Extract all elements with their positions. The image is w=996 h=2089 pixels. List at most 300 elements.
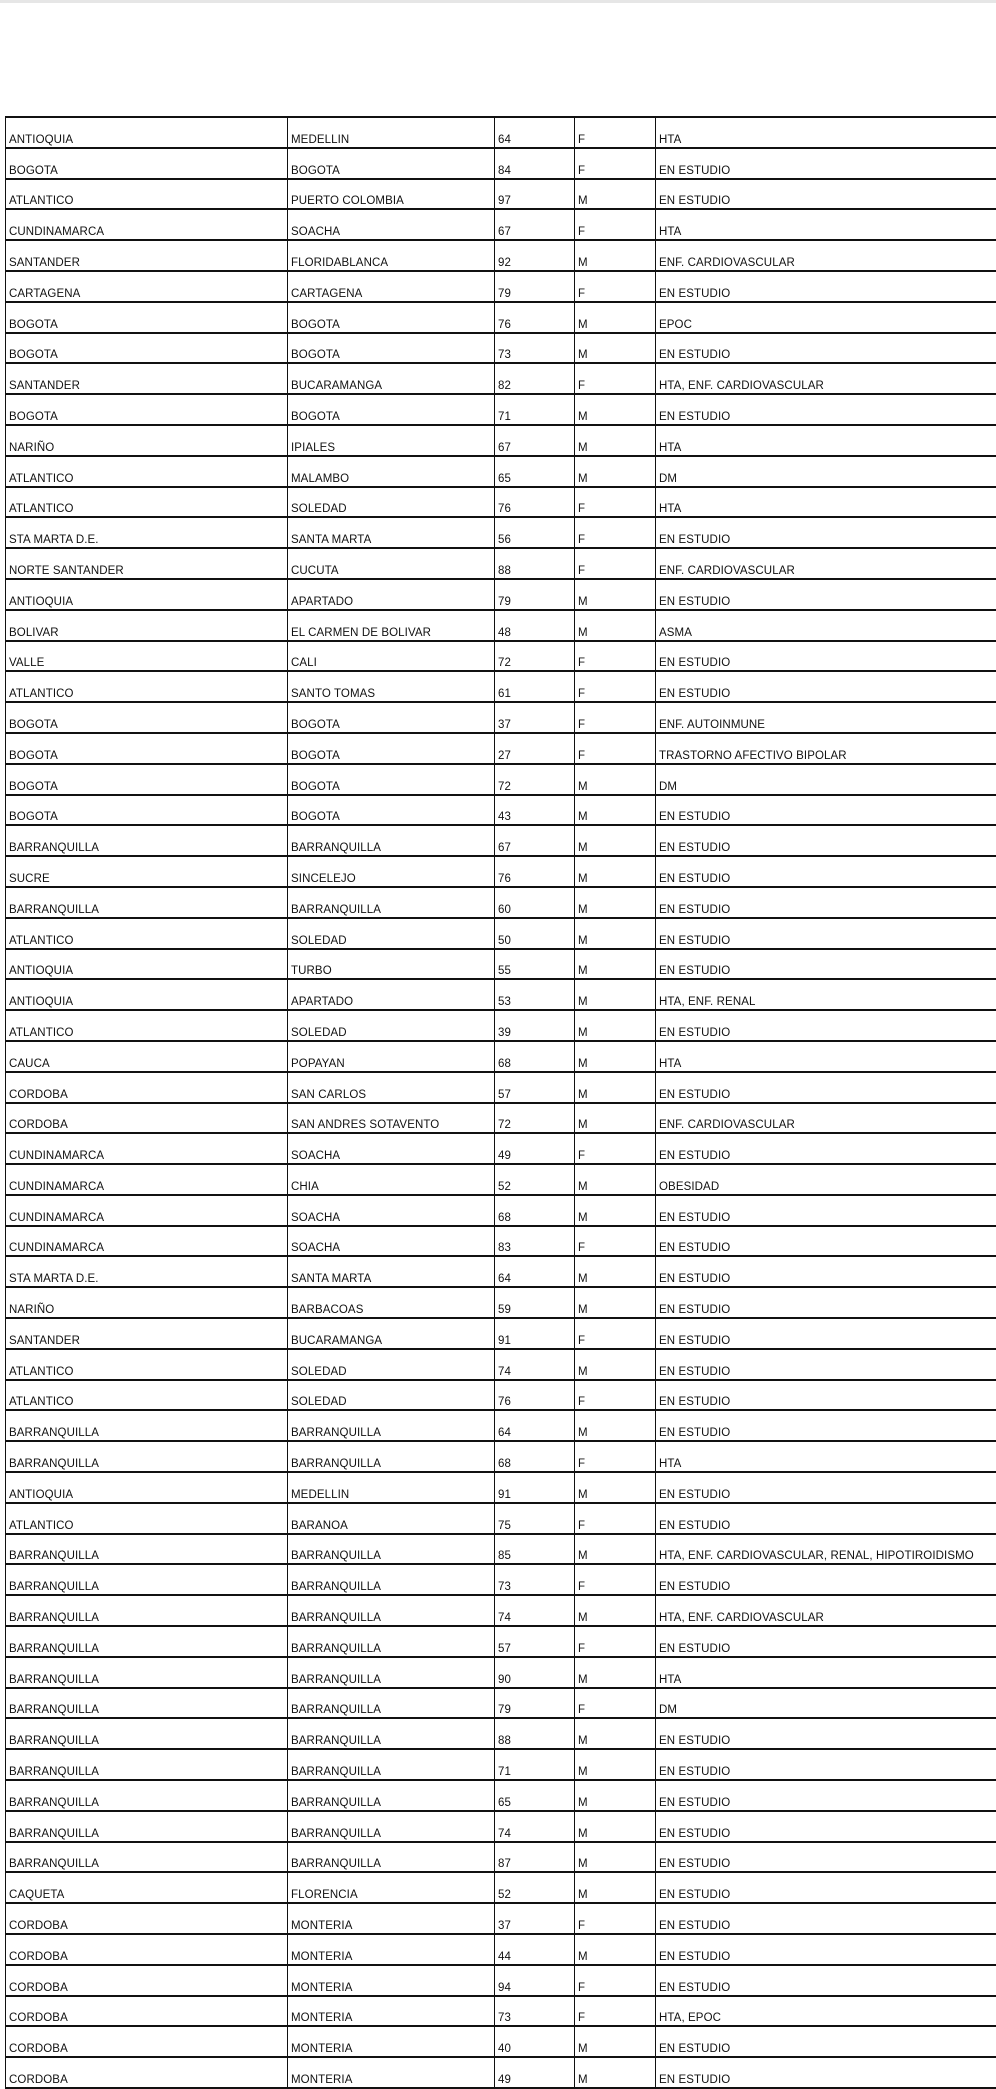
cell-municipio: BARRANQUILLA bbox=[288, 887, 495, 918]
table-row bbox=[6, 1103, 996, 1134]
cell-departamento: SANTANDER bbox=[6, 240, 288, 271]
table-row bbox=[6, 641, 996, 672]
cell-departamento: CORDOBA bbox=[6, 1996, 288, 2027]
cell-edad: 76 bbox=[495, 302, 575, 333]
table-row bbox=[6, 1564, 996, 1595]
cell-departamento: ANTIOQUIA bbox=[6, 117, 288, 148]
table-row bbox=[6, 456, 996, 487]
cell-sexo: M bbox=[575, 949, 656, 980]
cell-diagnostico: EN ESTUDIO bbox=[656, 1903, 996, 1934]
cell-sexo: F bbox=[575, 363, 656, 394]
cell-diagnostico: EN ESTUDIO bbox=[656, 179, 996, 210]
cell-sexo: M bbox=[575, 1595, 656, 1626]
cell-departamento: BOGOTA bbox=[6, 764, 288, 795]
cell-sexo: F bbox=[575, 1226, 656, 1257]
cell-municipio: BARRANQUILLA bbox=[288, 1626, 495, 1657]
cell-diagnostico: HTA, ENF. CARDIOVASCULAR bbox=[656, 363, 996, 394]
cell-sexo: M bbox=[575, 1811, 656, 1842]
cell-departamento: CUNDINAMARCA bbox=[6, 1133, 288, 1164]
cell-municipio: BARRANQUILLA bbox=[288, 825, 495, 856]
cell-diagnostico: HTA, ENF. CARDIOVASCULAR bbox=[656, 1595, 996, 1626]
cell-edad: 76 bbox=[495, 856, 575, 887]
cell-municipio: APARTADO bbox=[288, 579, 495, 610]
cell-municipio: BARRANQUILLA bbox=[288, 1780, 495, 1811]
cell-municipio: SAN CARLOS bbox=[288, 1072, 495, 1103]
cell-diagnostico: EN ESTUDIO bbox=[656, 1872, 996, 1903]
cell-diagnostico: EN ESTUDIO bbox=[656, 1718, 996, 1749]
cell-edad: 67 bbox=[495, 209, 575, 240]
cell-departamento: STA MARTA D.E. bbox=[6, 1256, 288, 1287]
cell-sexo: M bbox=[575, 240, 656, 271]
cell-edad: 37 bbox=[495, 1903, 575, 1934]
table-row bbox=[6, 548, 996, 579]
cell-municipio: BARRANQUILLA bbox=[288, 1811, 495, 1842]
cell-departamento: ATLANTICO bbox=[6, 487, 288, 518]
cell-diagnostico: EN ESTUDIO bbox=[656, 1226, 996, 1257]
cell-sexo: F bbox=[575, 548, 656, 579]
cell-diagnostico: HTA, ENF. CARDIOVASCULAR, RENAL, HIPOTIROIDISMO bbox=[656, 1534, 996, 1565]
cell-sexo: M bbox=[575, 918, 656, 949]
cell-sexo: M bbox=[575, 1842, 656, 1873]
table-row bbox=[6, 1287, 996, 1318]
cell-edad: 27 bbox=[495, 733, 575, 764]
cell-municipio: SANTA MARTA bbox=[288, 1256, 495, 1287]
cell-municipio: BOGOTA bbox=[288, 764, 495, 795]
cell-municipio: BARRANQUILLA bbox=[288, 1842, 495, 1873]
cell-sexo: M bbox=[575, 1349, 656, 1380]
cell-departamento: ATLANTICO bbox=[6, 1380, 288, 1411]
cell-sexo: M bbox=[575, 2026, 656, 2057]
cell-municipio: CHIA bbox=[288, 1164, 495, 1195]
cell-sexo: M bbox=[575, 1657, 656, 1688]
table-row bbox=[6, 2057, 996, 2088]
cell-edad: 79 bbox=[495, 579, 575, 610]
cell-departamento: ATLANTICO bbox=[6, 1503, 288, 1534]
table-row bbox=[6, 825, 996, 856]
cell-municipio: CUCUTA bbox=[288, 548, 495, 579]
cell-municipio: SANTO TOMAS bbox=[288, 671, 495, 702]
table-row bbox=[6, 733, 996, 764]
cell-municipio: BARRANQUILLA bbox=[288, 1441, 495, 1472]
cell-diagnostico: EN ESTUDIO bbox=[656, 2026, 996, 2057]
table-row bbox=[6, 363, 996, 394]
cell-sexo: M bbox=[575, 887, 656, 918]
cell-departamento: CUNDINAMARCA bbox=[6, 1164, 288, 1195]
table-row bbox=[6, 240, 996, 271]
cell-edad: 60 bbox=[495, 887, 575, 918]
cell-municipio: BARRANQUILLA bbox=[288, 1749, 495, 1780]
cell-sexo: M bbox=[575, 795, 656, 826]
cell-departamento: BARRANQUILLA bbox=[6, 825, 288, 856]
cell-departamento: BOGOTA bbox=[6, 702, 288, 733]
table-row bbox=[6, 1072, 996, 1103]
table-row bbox=[6, 1441, 996, 1472]
cell-departamento: NORTE SANTANDER bbox=[6, 548, 288, 579]
cell-municipio: BOGOTA bbox=[288, 302, 495, 333]
table-row bbox=[6, 979, 996, 1010]
cell-edad: 59 bbox=[495, 1287, 575, 1318]
cell-diagnostico: EN ESTUDIO bbox=[656, 1072, 996, 1103]
cell-municipio: BARRANQUILLA bbox=[288, 1564, 495, 1595]
cell-sexo: F bbox=[575, 1965, 656, 1996]
table-row bbox=[6, 1318, 996, 1349]
cell-sexo: F bbox=[575, 117, 656, 148]
cell-edad: 91 bbox=[495, 1318, 575, 1349]
cell-departamento: ATLANTICO bbox=[6, 456, 288, 487]
cell-municipio: SINCELEJO bbox=[288, 856, 495, 887]
cell-sexo: F bbox=[575, 1318, 656, 1349]
cell-diagnostico: DM bbox=[656, 1688, 996, 1719]
cell-departamento: SUCRE bbox=[6, 856, 288, 887]
cell-edad: 67 bbox=[495, 825, 575, 856]
cell-diagnostico: EN ESTUDIO bbox=[656, 918, 996, 949]
cell-departamento: CORDOBA bbox=[6, 2026, 288, 2057]
cell-sexo: F bbox=[575, 1133, 656, 1164]
table-row bbox=[6, 1688, 996, 1719]
cell-diagnostico: EN ESTUDIO bbox=[656, 825, 996, 856]
cell-departamento: CORDOBA bbox=[6, 1934, 288, 1965]
table-row bbox=[6, 887, 996, 918]
cell-diagnostico: EN ESTUDIO bbox=[656, 1965, 996, 1996]
cell-municipio: BARANOA bbox=[288, 1503, 495, 1534]
cell-municipio: SOLEDAD bbox=[288, 1349, 495, 1380]
cell-edad: 82 bbox=[495, 363, 575, 394]
table-row bbox=[6, 856, 996, 887]
table-row bbox=[6, 949, 996, 980]
table-row bbox=[6, 1534, 996, 1565]
cell-sexo: F bbox=[575, 1564, 656, 1595]
cell-sexo: M bbox=[575, 179, 656, 210]
cell-departamento: CORDOBA bbox=[6, 1103, 288, 1134]
cell-diagnostico: HTA bbox=[656, 209, 996, 240]
table-row bbox=[6, 1349, 996, 1380]
table-row bbox=[6, 1626, 996, 1657]
cell-diagnostico: EN ESTUDIO bbox=[656, 1842, 996, 1873]
cell-departamento: SANTANDER bbox=[6, 1318, 288, 1349]
cell-edad: 72 bbox=[495, 764, 575, 795]
cell-diagnostico: HTA, ENF. RENAL bbox=[656, 979, 996, 1010]
table-row bbox=[6, 1872, 996, 1903]
cell-edad: 68 bbox=[495, 1195, 575, 1226]
cell-diagnostico: EN ESTUDIO bbox=[656, 1503, 996, 1534]
table-row bbox=[6, 1934, 996, 1965]
cell-departamento: ANTIOQUIA bbox=[6, 1472, 288, 1503]
cell-edad: 88 bbox=[495, 1718, 575, 1749]
cell-departamento: ANTIOQUIA bbox=[6, 579, 288, 610]
table-row bbox=[6, 1718, 996, 1749]
cell-departamento: BARRANQUILLA bbox=[6, 1534, 288, 1565]
cell-edad: 43 bbox=[495, 795, 575, 826]
table-row bbox=[6, 1195, 996, 1226]
cell-edad: 71 bbox=[495, 394, 575, 425]
cell-municipio: APARTADO bbox=[288, 979, 495, 1010]
cell-edad: 73 bbox=[495, 333, 575, 364]
table-row bbox=[6, 702, 996, 733]
cell-municipio: BARRANQUILLA bbox=[288, 1410, 495, 1441]
cell-municipio: SOLEDAD bbox=[288, 1010, 495, 1041]
cell-departamento: CUNDINAMARCA bbox=[6, 1195, 288, 1226]
cell-edad: 65 bbox=[495, 1780, 575, 1811]
cell-diagnostico: EN ESTUDIO bbox=[656, 2057, 996, 2088]
table-row bbox=[6, 117, 996, 148]
cell-edad: 64 bbox=[495, 1256, 575, 1287]
table-row bbox=[6, 764, 996, 795]
cell-departamento: ANTIOQUIA bbox=[6, 949, 288, 980]
cell-diagnostico: EN ESTUDIO bbox=[656, 1287, 996, 1318]
table-row bbox=[6, 333, 996, 364]
table-row bbox=[6, 610, 996, 641]
cell-municipio: MALAMBO bbox=[288, 456, 495, 487]
cell-diagnostico: DM bbox=[656, 456, 996, 487]
cell-departamento: BARRANQUILLA bbox=[6, 1842, 288, 1873]
cell-edad: 75 bbox=[495, 1503, 575, 1534]
cell-municipio: BUCARAMANGA bbox=[288, 1318, 495, 1349]
cell-municipio: FLORENCIA bbox=[288, 1872, 495, 1903]
cell-diagnostico: ENF. CARDIOVASCULAR bbox=[656, 548, 996, 579]
cell-edad: 37 bbox=[495, 702, 575, 733]
cell-departamento: BARRANQUILLA bbox=[6, 1441, 288, 1472]
table-row bbox=[6, 148, 996, 179]
table-row bbox=[6, 671, 996, 702]
cell-edad: 92 bbox=[495, 240, 575, 271]
cell-municipio: IPIALES bbox=[288, 425, 495, 456]
cell-diagnostico: HTA bbox=[656, 425, 996, 456]
cell-municipio: EL CARMEN DE BOLIVAR bbox=[288, 610, 495, 641]
cell-diagnostico: EN ESTUDIO bbox=[656, 887, 996, 918]
cell-sexo: M bbox=[575, 1164, 656, 1195]
cell-municipio: BARRANQUILLA bbox=[288, 1718, 495, 1749]
cell-municipio: POPAYAN bbox=[288, 1041, 495, 1072]
table-row bbox=[6, 271, 996, 302]
cell-edad: 72 bbox=[495, 1103, 575, 1134]
cell-edad: 74 bbox=[495, 1811, 575, 1842]
cell-edad: 76 bbox=[495, 1380, 575, 1411]
cell-edad: 74 bbox=[495, 1595, 575, 1626]
cell-diagnostico: EN ESTUDIO bbox=[656, 1010, 996, 1041]
cell-diagnostico: EN ESTUDIO bbox=[656, 1133, 996, 1164]
cell-diagnostico: EN ESTUDIO bbox=[656, 517, 996, 548]
cell-diagnostico: TRASTORNO AFECTIVO BIPOLAR bbox=[656, 733, 996, 764]
cell-edad: 83 bbox=[495, 1226, 575, 1257]
cell-diagnostico: EN ESTUDIO bbox=[656, 1811, 996, 1842]
cell-diagnostico: HTA bbox=[656, 1657, 996, 1688]
cell-municipio: SOACHA bbox=[288, 1226, 495, 1257]
cell-edad: 61 bbox=[495, 671, 575, 702]
cell-diagnostico: EPOC bbox=[656, 302, 996, 333]
cell-municipio: MONTERIA bbox=[288, 1996, 495, 2027]
cell-diagnostico: EN ESTUDIO bbox=[656, 1749, 996, 1780]
cell-diagnostico: EN ESTUDIO bbox=[656, 333, 996, 364]
cell-municipio: SOLEDAD bbox=[288, 918, 495, 949]
cell-sexo: M bbox=[575, 1041, 656, 1072]
cell-municipio: BARBACOAS bbox=[288, 1287, 495, 1318]
cell-sexo: M bbox=[575, 1256, 656, 1287]
table-row bbox=[6, 425, 996, 456]
table-row bbox=[6, 1780, 996, 1811]
cell-diagnostico: EN ESTUDIO bbox=[656, 1410, 996, 1441]
cell-departamento: BARRANQUILLA bbox=[6, 887, 288, 918]
cell-sexo: M bbox=[575, 1410, 656, 1441]
table-row bbox=[6, 795, 996, 826]
table-row bbox=[6, 1842, 996, 1873]
cell-sexo: M bbox=[575, 1749, 656, 1780]
cell-departamento: BOGOTA bbox=[6, 795, 288, 826]
cell-sexo: M bbox=[575, 979, 656, 1010]
cell-diagnostico: HTA bbox=[656, 1441, 996, 1472]
cell-departamento: CUNDINAMARCA bbox=[6, 209, 288, 240]
table-row bbox=[6, 579, 996, 610]
table-row bbox=[6, 1657, 996, 1688]
cell-diagnostico: EN ESTUDIO bbox=[656, 856, 996, 887]
cell-departamento: BARRANQUILLA bbox=[6, 1718, 288, 1749]
cell-sexo: F bbox=[575, 148, 656, 179]
cell-departamento: BARRANQUILLA bbox=[6, 1749, 288, 1780]
cell-municipio: BARRANQUILLA bbox=[288, 1534, 495, 1565]
cell-diagnostico: ASMA bbox=[656, 610, 996, 641]
cell-sexo: M bbox=[575, 825, 656, 856]
cell-diagnostico: EN ESTUDIO bbox=[656, 1780, 996, 1811]
cell-edad: 49 bbox=[495, 2057, 575, 2088]
cell-municipio: CALI bbox=[288, 641, 495, 672]
cell-edad: 64 bbox=[495, 117, 575, 148]
table-row bbox=[6, 517, 996, 548]
cell-sexo: M bbox=[575, 333, 656, 364]
cell-diagnostico: EN ESTUDIO bbox=[656, 1472, 996, 1503]
cell-departamento: CORDOBA bbox=[6, 1965, 288, 1996]
table-row bbox=[6, 1903, 996, 1934]
cell-edad: 64 bbox=[495, 1410, 575, 1441]
cell-diagnostico: OBESIDAD bbox=[656, 1164, 996, 1195]
cell-sexo: M bbox=[575, 1534, 656, 1565]
cell-municipio: MONTERIA bbox=[288, 1965, 495, 1996]
cell-diagnostico: EN ESTUDIO bbox=[656, 579, 996, 610]
cell-sexo: F bbox=[575, 517, 656, 548]
cell-sexo: F bbox=[575, 1503, 656, 1534]
cell-municipio: SANTA MARTA bbox=[288, 517, 495, 548]
cell-departamento: CAQUETA bbox=[6, 1872, 288, 1903]
cell-departamento: SANTANDER bbox=[6, 363, 288, 394]
cell-sexo: M bbox=[575, 579, 656, 610]
cell-diagnostico: EN ESTUDIO bbox=[656, 641, 996, 672]
cell-edad: 57 bbox=[495, 1626, 575, 1657]
cell-sexo: M bbox=[575, 1934, 656, 1965]
cell-sexo: F bbox=[575, 641, 656, 672]
cell-edad: 40 bbox=[495, 2026, 575, 2057]
cell-departamento: NARIÑO bbox=[6, 425, 288, 456]
table-row bbox=[6, 1472, 996, 1503]
table-row bbox=[6, 1749, 996, 1780]
cell-edad: 87 bbox=[495, 1842, 575, 1873]
cell-sexo: M bbox=[575, 1195, 656, 1226]
table-row bbox=[6, 179, 996, 210]
cell-diagnostico: ENF. CARDIOVASCULAR bbox=[656, 1103, 996, 1134]
cell-municipio: PUERTO COLOMBIA bbox=[288, 179, 495, 210]
cell-sexo: F bbox=[575, 1626, 656, 1657]
cell-departamento: BOGOTA bbox=[6, 302, 288, 333]
cell-diagnostico: EN ESTUDIO bbox=[656, 795, 996, 826]
cell-diagnostico: HTA bbox=[656, 117, 996, 148]
table-row bbox=[6, 1595, 996, 1626]
cell-departamento: BARRANQUILLA bbox=[6, 1595, 288, 1626]
cell-municipio: BOGOTA bbox=[288, 702, 495, 733]
cell-municipio: MEDELLIN bbox=[288, 117, 495, 148]
cell-edad: 72 bbox=[495, 641, 575, 672]
cell-edad: 48 bbox=[495, 610, 575, 641]
cell-diagnostico: ENF. AUTOINMUNE bbox=[656, 702, 996, 733]
cell-diagnostico: EN ESTUDIO bbox=[656, 1195, 996, 1226]
cell-sexo: F bbox=[575, 1688, 656, 1719]
table-row bbox=[6, 2026, 996, 2057]
cell-sexo: F bbox=[575, 1380, 656, 1411]
cell-sexo: M bbox=[575, 1287, 656, 1318]
cell-edad: 73 bbox=[495, 1996, 575, 2027]
cell-departamento: BARRANQUILLA bbox=[6, 1564, 288, 1595]
cell-edad: 79 bbox=[495, 1688, 575, 1719]
table-row bbox=[6, 1164, 996, 1195]
cell-sexo: M bbox=[575, 2057, 656, 2088]
table-row bbox=[6, 1380, 996, 1411]
cell-municipio: BARRANQUILLA bbox=[288, 1657, 495, 1688]
cell-edad: 67 bbox=[495, 425, 575, 456]
cell-municipio: BOGOTA bbox=[288, 148, 495, 179]
cell-departamento: ATLANTICO bbox=[6, 918, 288, 949]
cell-departamento: CUNDINAMARCA bbox=[6, 1226, 288, 1257]
cell-sexo: F bbox=[575, 271, 656, 302]
cell-diagnostico: EN ESTUDIO bbox=[656, 394, 996, 425]
cell-sexo: M bbox=[575, 1718, 656, 1749]
cell-sexo: M bbox=[575, 1472, 656, 1503]
cell-sexo: M bbox=[575, 764, 656, 795]
cell-edad: 52 bbox=[495, 1872, 575, 1903]
cell-edad: 44 bbox=[495, 1934, 575, 1965]
cell-sexo: F bbox=[575, 1996, 656, 2027]
cell-municipio: TURBO bbox=[288, 949, 495, 980]
cell-sexo: M bbox=[575, 1010, 656, 1041]
cell-sexo: M bbox=[575, 425, 656, 456]
table-row bbox=[6, 1133, 996, 1164]
cell-diagnostico: HTA, EPOC bbox=[656, 1996, 996, 2027]
cell-departamento: STA MARTA D.E. bbox=[6, 517, 288, 548]
cell-diagnostico: EN ESTUDIO bbox=[656, 1380, 996, 1411]
table-row bbox=[6, 1010, 996, 1041]
cell-departamento: ATLANTICO bbox=[6, 671, 288, 702]
cell-sexo: F bbox=[575, 1441, 656, 1472]
table-row bbox=[6, 1256, 996, 1287]
cell-edad: 68 bbox=[495, 1041, 575, 1072]
cell-departamento: ATLANTICO bbox=[6, 179, 288, 210]
cell-municipio: MONTERIA bbox=[288, 1903, 495, 1934]
cell-departamento: BOGOTA bbox=[6, 394, 288, 425]
cell-sexo: M bbox=[575, 1780, 656, 1811]
cell-diagnostico: EN ESTUDIO bbox=[656, 949, 996, 980]
cell-edad: 39 bbox=[495, 1010, 575, 1041]
table-row bbox=[6, 1041, 996, 1072]
cell-sexo: F bbox=[575, 487, 656, 518]
cell-edad: 68 bbox=[495, 1441, 575, 1472]
cell-sexo: M bbox=[575, 302, 656, 333]
cell-edad: 71 bbox=[495, 1749, 575, 1780]
cell-diagnostico: HTA bbox=[656, 1041, 996, 1072]
cell-edad: 65 bbox=[495, 456, 575, 487]
cell-departamento: CORDOBA bbox=[6, 2057, 288, 2088]
cell-departamento: CORDOBA bbox=[6, 1903, 288, 1934]
cell-edad: 79 bbox=[495, 271, 575, 302]
cell-diagnostico: EN ESTUDIO bbox=[656, 1626, 996, 1657]
cell-diagnostico: EN ESTUDIO bbox=[656, 1318, 996, 1349]
cell-municipio: MEDELLIN bbox=[288, 1472, 495, 1503]
cell-municipio: BARRANQUILLA bbox=[288, 1595, 495, 1626]
cell-sexo: F bbox=[575, 671, 656, 702]
